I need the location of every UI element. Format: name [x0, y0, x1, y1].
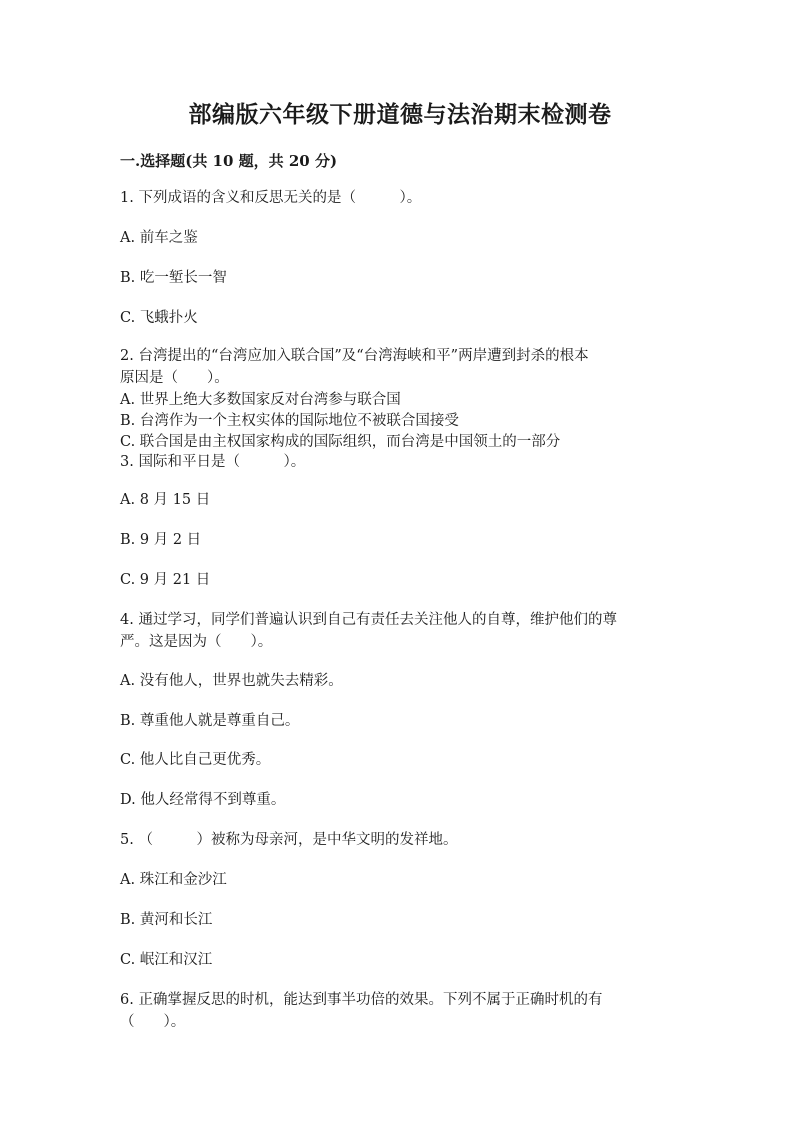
question-5-option-b: B. 黄河和长江	[120, 912, 213, 928]
question-5-option-c: C. 岷江和汉江	[120, 952, 213, 968]
question-5-option-a: A. 珠江和金沙江	[120, 872, 227, 888]
question-4-stem-line-2: 严。这是因为（ ）。	[120, 634, 273, 650]
question-4-stem-line-1: 4. 通过学习，同学们普遍认识到自己有责任去关注他人的自尊，维护他们的尊	[120, 612, 617, 628]
question-1-stem: 1. 下列成语的含义和反思无关的是（ ）。	[120, 190, 422, 206]
question-4-option-a: A. 没有他人，世界也就失去精彩。	[120, 673, 343, 689]
question-2-stem-line-1: 2. 台湾提出的“台湾应加入联合国”及“台湾海峡和平”两岸遭到封杀的根本	[120, 348, 589, 364]
question-4-option-b: B. 尊重他人就是尊重自己。	[120, 713, 300, 729]
question-1-option-c: C. 飞蛾扑火	[120, 310, 198, 326]
question-4-option-c: C. 他人比自己更优秀。	[120, 752, 271, 768]
question-5-stem: 5. （ ）被称为母亲河，是中华文明的发祥地。	[120, 832, 458, 848]
question-6-stem-line-2: （ ）。	[120, 1014, 186, 1030]
question-6-stem-line-1: 6. 正确掌握反思的时机，能达到事半功倍的效果。下列不属于正确时机的有	[120, 992, 603, 1008]
question-3-option-c: C. 9 月 21 日	[120, 572, 211, 588]
question-4-option-d: D. 他人经常得不到尊重。	[120, 792, 286, 808]
document-title: 部编版六年级下册道德与法治期末检测卷	[188, 101, 612, 128]
question-3-stem: 3. 国际和平日是（ ）。	[120, 454, 306, 470]
question-2-option-c: C. 联合国是由主权国家构成的国际组织，而台湾是中国领土的一部分	[120, 434, 561, 450]
question-3-option-b: B. 9 月 2 日	[120, 532, 202, 548]
question-2-option-b: B. 台湾作为一个主权实体的国际地位不被联合国接受	[120, 413, 459, 429]
question-2-option-a: A. 世界上绝大多数国家反对台湾参与联合国	[120, 392, 401, 408]
question-2-stem-line-2: 原因是（ ）。	[120, 370, 229, 386]
section-heading: 一.选择题(共 10 题，共 20 分)	[120, 152, 338, 170]
question-1-option-a: A. 前车之鉴	[120, 230, 198, 246]
question-1-option-b: B. 吃一堑长一智	[120, 270, 227, 286]
question-3-option-a: A. 8 月 15 日	[120, 492, 211, 508]
